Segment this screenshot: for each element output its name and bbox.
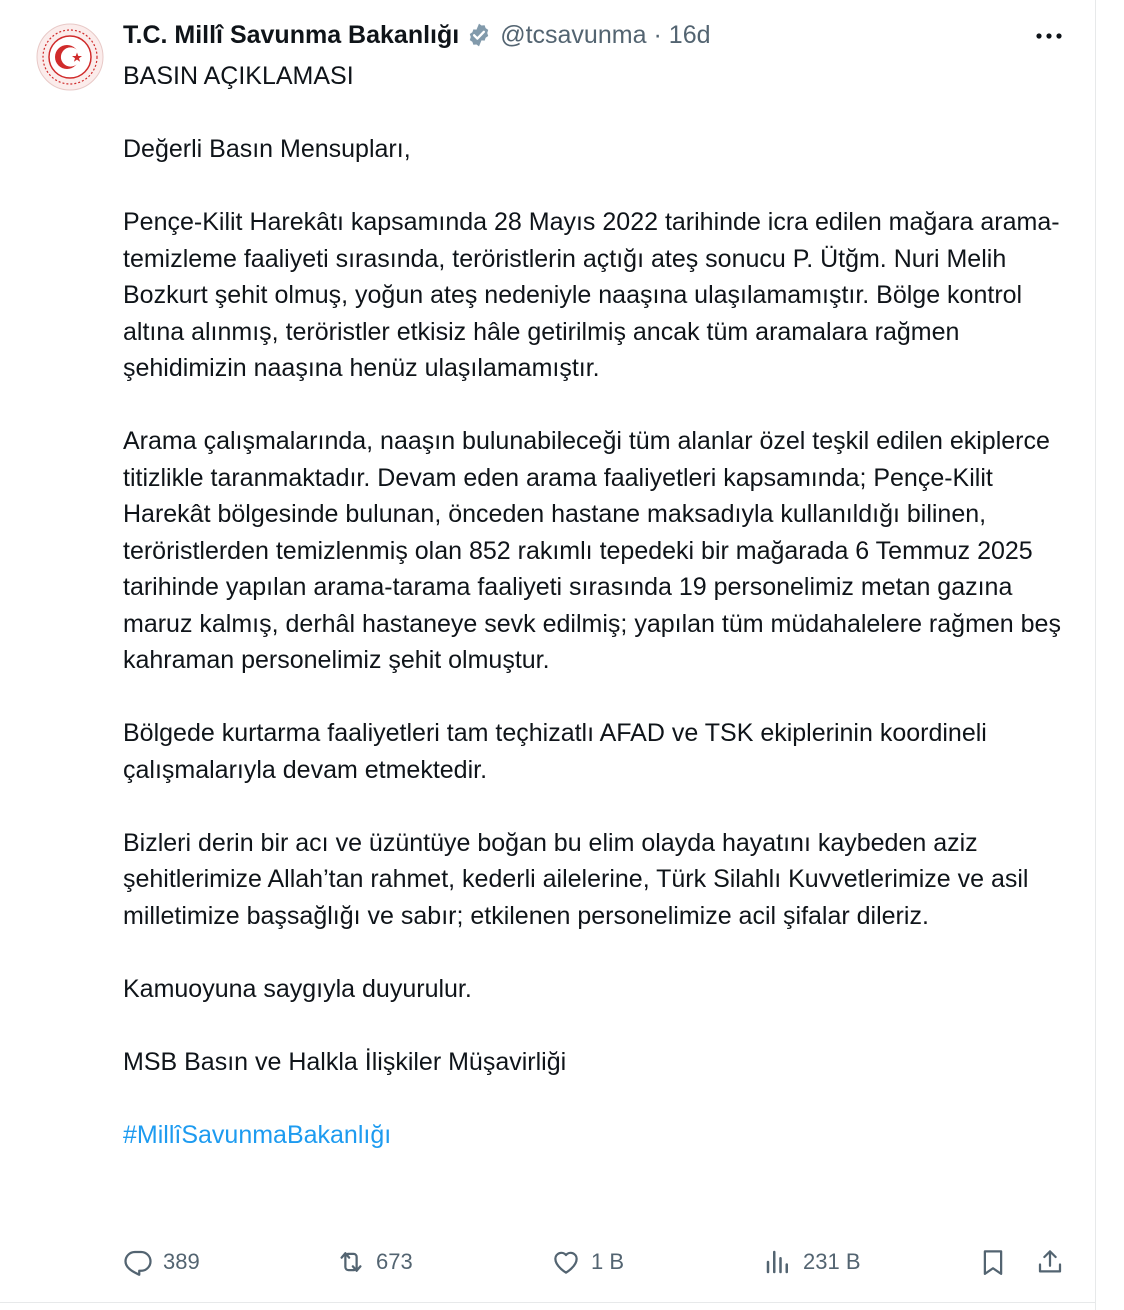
views-button[interactable]: [763, 1240, 861, 1284]
tweet-header: [123, 18, 711, 52]
tweet-text: [123, 58, 1073, 1153]
more-icon[interactable]: [1034, 26, 1064, 46]
avatar[interactable]: [36, 23, 104, 91]
separator-dot: ·: [653, 20, 662, 49]
views-icon: [763, 1247, 793, 1277]
repost-count: 673: [376, 1249, 413, 1274]
views-count: 231 B: [803, 1249, 861, 1274]
author-name[interactable]: T.C. Millî Savunma Bakanlığı: [123, 20, 460, 49]
timestamp[interactable]: 16d: [668, 20, 711, 49]
reply-icon: [123, 1247, 153, 1277]
repost-icon: [336, 1247, 366, 1277]
hashtag-link[interactable]: #MillîSavunmaBakanlığı: [123, 1120, 392, 1149]
paragraph-announcement: Kamuoyuna saygıyla duyurulur.: [123, 974, 472, 1003]
bookmark-button[interactable]: [978, 1240, 1008, 1284]
repost-button[interactable]: [336, 1240, 413, 1284]
signature: MSB Basın ve Halkla İlişkiler Müşavirliği: [123, 1047, 567, 1076]
greeting: Değerli Basın Mensupları,: [123, 135, 411, 163]
paragraph-rescue: Bölgede kurtarma faaliyetleri tam teçhizatlı AFAD ve TSK ekiplerinin koordineli çalışmalarıyla devam etmektedir.: [123, 719, 987, 784]
paragraph-incident: Arama çalışmalarında, naaşın bulunabileceği tüm alanlar özel teşkil edilen ekiplerce titizlikle taranmaktadır. Devam eden arama faaliyetleri kapsamında; Pençe-Kilit Harekât bölgesinde bulunan, önceden hastane maksadıyla kullanıldığı bilinen, teröristlerden temizlenmiş olan 852 rakımlı tepedeki bir mağarada 6 Temmuz 2025 tarihinde yapılan arama-tarama faaliyeti sırasında 19 personelimiz metan gazına maruz kalmış, derhâl hastaneye sevk edilmiş; yapılan tüm müdahalelere rağmen beş kahraman personelimiz şehit olmuştur.: [123, 427, 1061, 674]
action-bar: [123, 1240, 1068, 1284]
like-count: 1 B: [591, 1249, 625, 1274]
reply-count: 389: [163, 1249, 200, 1274]
share-icon: [1035, 1247, 1065, 1277]
divider: [0, 1302, 1096, 1303]
press-release-heading: BASIN AÇIKLAMASI: [123, 62, 354, 90]
author-handle[interactable]: @tcsavunma: [500, 20, 647, 49]
paragraph-background: Pençe-Kilit Harekâtı kapsamında 28 Mayıs 2022 tarihinde icra edilen mağara arama-temizleme faaliyeti sırasında, teröristlerin açtığı ateş sonucu P. Ütğm. Nuri Melih Bozkurt şehit olmuş, yoğun ateş nedeniyle naaşına ulaşılamamıştır. Bölge kontrol altına alınmış, teröristler etkisiz hâle getirilmiş ancak tüm aramalara rağmen şehidimizin naaşına henüz ulaşılamamıştır.: [123, 208, 1060, 382]
reply-button[interactable]: [123, 1240, 200, 1284]
heart-icon: [551, 1247, 581, 1277]
paragraph-condolence: Bizleri derin bir acı ve üzüntüye boğan bu elim olayda hayatını kaybeden aziz şehitlerimize Allah’tan rahmet, kederli ailelerine, Türk Silahlı Kuvvetlerimize ve asil milletimize başsağlığı ve sabır; etkilenen personelimize acil şifalar dileriz.: [123, 828, 1029, 930]
like-button[interactable]: [551, 1240, 624, 1284]
verified-badge-icon: [466, 22, 492, 48]
share-button[interactable]: [1035, 1240, 1065, 1284]
bookmark-icon: [978, 1247, 1008, 1277]
